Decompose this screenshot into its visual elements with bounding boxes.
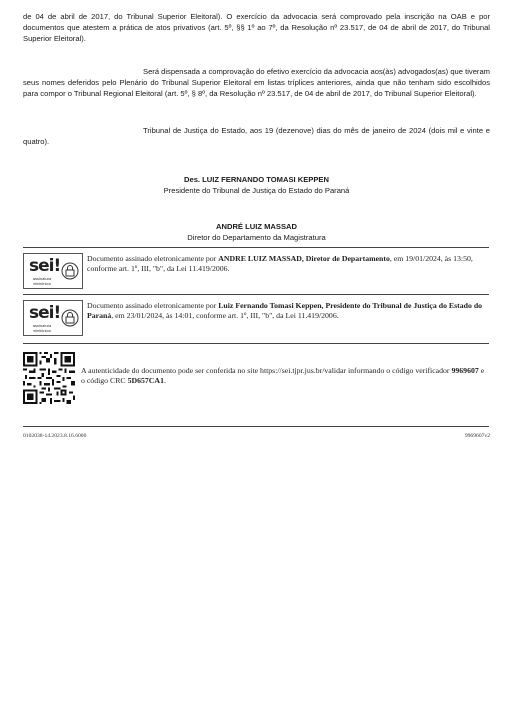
- divider-bottom: [23, 426, 489, 427]
- signature-text: [87, 301, 489, 321]
- footer-document-version: 9969607v2: [464, 433, 490, 439]
- paragraph-resolution-ref: de 04 de abril de 2017, do Tribunal Superior Eleitoral). O exercício da advocacia será comprovado pela inscrição na OAB e por documentos que atestem a prática de atos privativos (art. 5º, §§ 1º ao 7º, da Resolução nº 23.517, de 04 de abril de 2017, do Tribunal Superior Eleitoral).: [23, 12, 490, 43]
- signatory-role: Presidente do Tribunal de Justiça do Estado do Paraná: [163, 186, 350, 195]
- divider: [23, 294, 489, 295]
- signature-signer: ANDRE LUIZ MASSAD, Diretor de Departamento: [218, 254, 390, 263]
- lock-icon: [61, 262, 79, 280]
- sei-logo-subtitle: assinatura eletrônica: [32, 323, 52, 333]
- authenticity-prefix: A autenticidade do documento pode ser conferida no site https://sei.tjpr.jus.br/validar informando o código verificador: [81, 366, 452, 375]
- signature-signer: Luiz Fernando Tomasi Keppen, Presidente do Tribunal de Justiça do Estado do Paraná: [87, 301, 483, 320]
- electronic-signature-1: [23, 253, 489, 291]
- signature-text: [87, 254, 489, 274]
- signature-prefix: Documento assinado eletronicamente por: [87, 254, 219, 263]
- signatory-role: Diretor do Departamento da Magistratura: [187, 233, 326, 242]
- signature-suffix: , em 23/01/2024, às 14:01, conforme art. 1º, III, "b", da Lei 11.419/2006.: [111, 311, 339, 320]
- signatory-name: Des. LUIZ FERNANDO TOMASI KEPPEN: [183, 175, 329, 184]
- sei-logo-word: sei!: [29, 256, 61, 276]
- authenticity-mid: e o código CRC: [81, 366, 485, 385]
- signatory-director: [0, 221, 513, 243]
- sei-seal: [23, 300, 83, 336]
- paragraph-date-place: Tribunal de Justiça do Estado, aos 19 (dezenove) dias do mês de janeiro de 2024 (dois mil e vinte e quatro).: [23, 126, 490, 146]
- signature-suffix: , em 19/01/2024, às 13:50, conforme art. 1º, III, "b", da Lei 11.419/2006.: [87, 254, 473, 273]
- lock-icon: [61, 309, 79, 327]
- authenticity-suffix: .: [163, 376, 166, 385]
- sei-logo-word: sei!: [29, 303, 61, 323]
- signatory-name: ANDRÉ LUIZ MASSAD: [216, 222, 297, 231]
- authenticity-text: [81, 366, 489, 386]
- verification-code: 9969607: [451, 366, 479, 375]
- electronic-signature-2: [23, 300, 489, 338]
- signatory-president: [0, 174, 513, 196]
- divider-top: [23, 247, 489, 248]
- footer-process-number: 0102038-14.2023.8.16.6000: [23, 433, 87, 439]
- paragraph-dispensation: Será dispensada a comprovação do efetivo exercício da advocacia aos(às) advogados(as) que tiveram seus nomes deferidos pelo Plenário do Tribunal Superior Eleitoral em listas tríplices anteriores, ainda que não tenham sido escolhidos para compor o Tribunal Regional Eleitoral (art. 5º, § 8º, da Resolução nº 23.517, de 04 de abril de 2017, do Tribunal Superior Eleitoral).: [23, 67, 490, 98]
- signature-prefix: Documento assinado eletronicamente por: [87, 301, 219, 310]
- qr-code-icon: [23, 352, 75, 404]
- crc-code: 5D657CA1: [127, 376, 164, 385]
- sei-logo-subtitle: assinatura eletrônica: [32, 276, 52, 286]
- authenticity-block: [23, 352, 489, 408]
- sei-seal: [23, 253, 83, 289]
- divider: [23, 343, 489, 344]
